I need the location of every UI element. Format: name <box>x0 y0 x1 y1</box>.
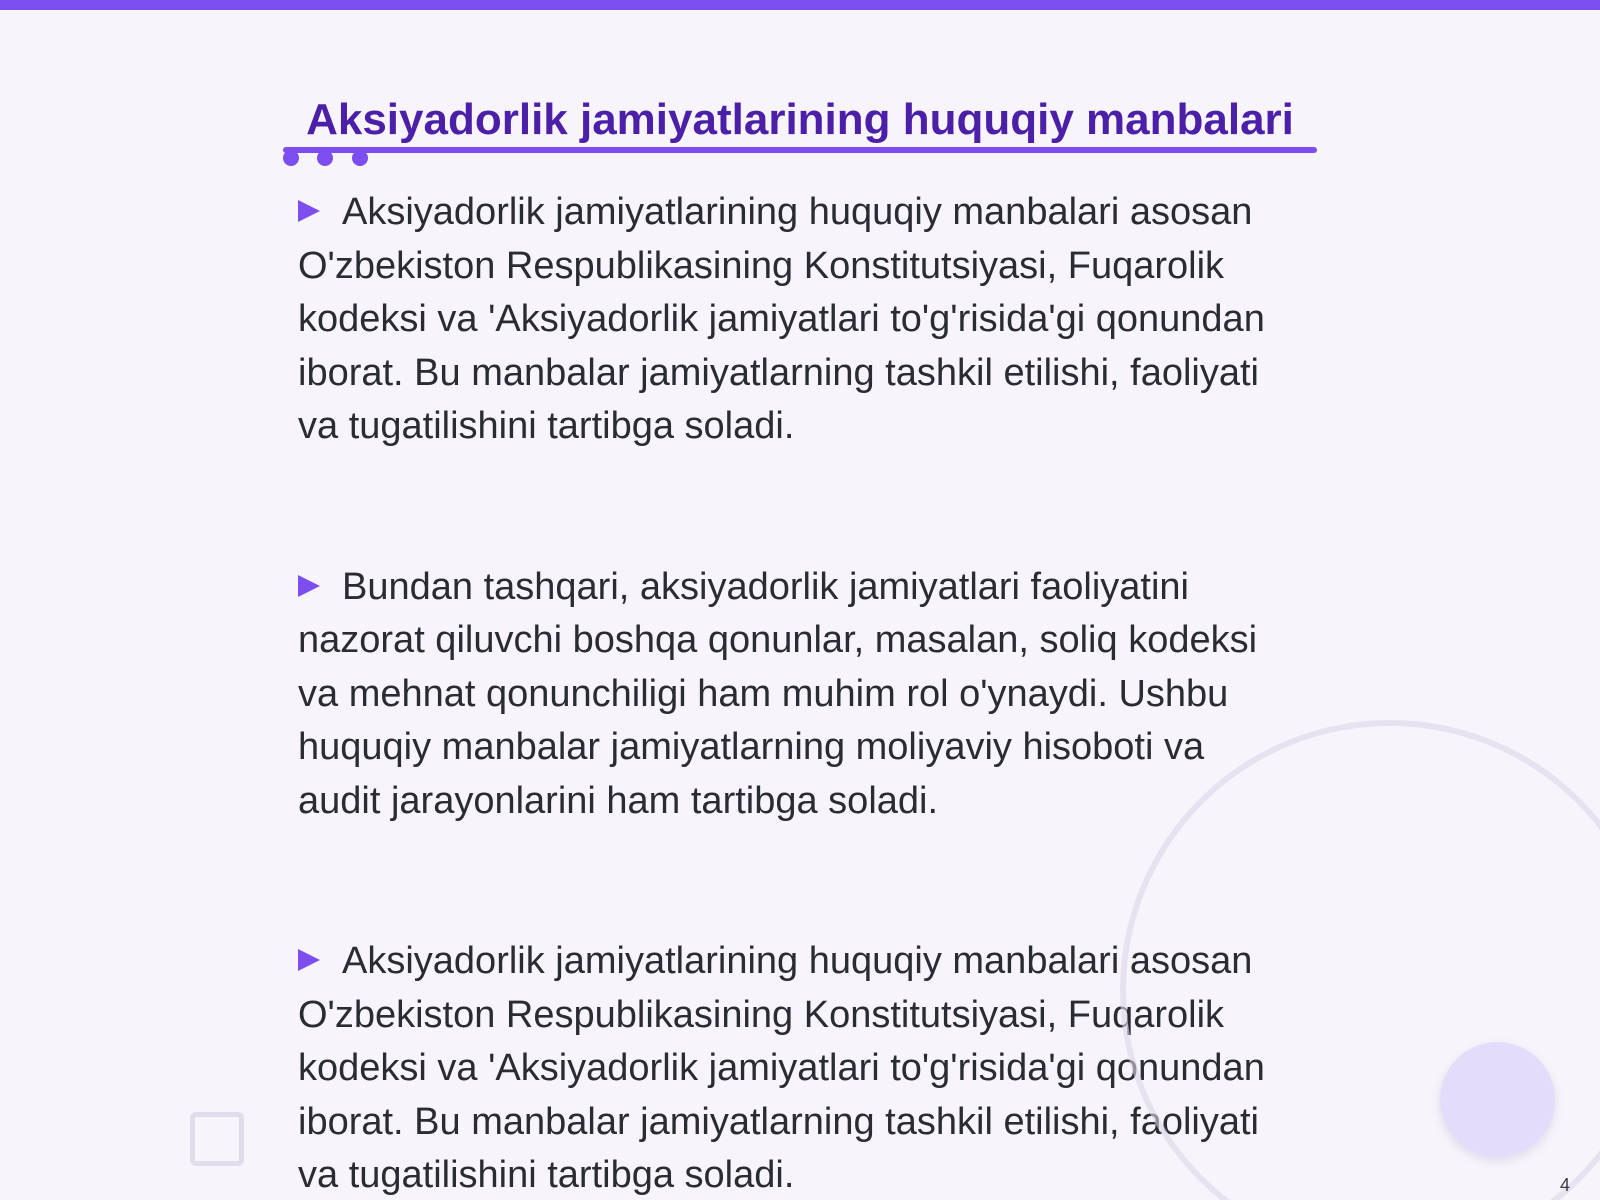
triangle-bullet-icon <box>298 200 320 222</box>
triangle-bullet-icon <box>298 949 320 971</box>
slide-title: Aksiyadorlik jamiyatlarining huquqiy manbalari <box>306 95 1294 144</box>
page-number: 4 <box>1559 1175 1570 1195</box>
paragraph-text: Bundan tashqari, aksiyadorlik jamiyatlari faoliyatini nazorat qiluvchi boshqa qonunlar, masalan, soliq kodeksi va mehnat qonunchiligi ham muhim rol o'ynaydi. Ushbu huquqiy manbalar jamiyatlarning moliyaviy hisoboti va audit jarayonlarini ham tartibga soladi. <box>298 565 1258 822</box>
top-accent-bar <box>0 0 1600 10</box>
bullet-paragraph-1 <box>298 186 1268 454</box>
decorative-dot <box>317 150 333 166</box>
decorative-disc <box>1440 1042 1555 1157</box>
bullet-paragraph-2 <box>298 561 1268 829</box>
slide-body <box>298 186 1268 1200</box>
decorative-dot <box>352 150 368 166</box>
paragraph-text: Aksiyadorlik jamiyatlarining huquqiy manbalari asosan O'zbekiston Respublikasining Konstitutsiyasi, Fuqarolik kodeksi va 'Aksiyadorlik jamiyatlari to'g'risida'gi qonundan iborat. Bu manbalar jamiyatlarning tashkil etilishi, faoliyati va tugatilishini tartibga soladi. <box>298 940 1265 1196</box>
title-underline <box>283 147 1317 153</box>
decorative-square <box>190 1112 244 1166</box>
triangle-bullet-icon <box>298 575 320 597</box>
decorative-dot <box>283 150 299 166</box>
paragraph-text: Aksiyadorlik jamiyatlarining huquqiy manbalari asosan O'zbekiston Respublikasining Konstitutsiyasi, Fuqarolik kodeksi va 'Aksiyadorlik jamiyatlari to'g'risida'gi qonundan iborat. Bu manbalar jamiyatlarning tashkil etilishi, faoliyati va tugatilishini tartibga soladi. <box>298 191 1265 447</box>
